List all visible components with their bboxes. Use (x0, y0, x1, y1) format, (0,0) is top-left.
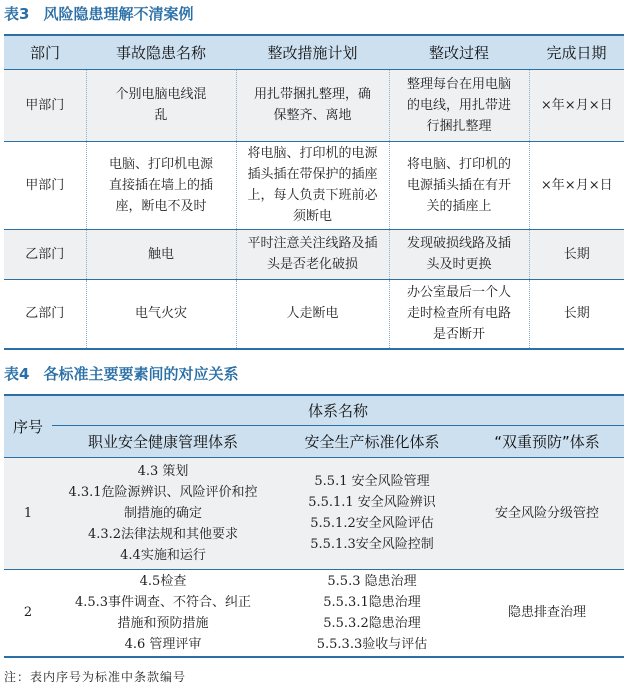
hazard-cell (86, 69, 236, 141)
plan-line: 平时注意关注线路及插 (247, 236, 378, 251)
dept-cell: 甲部门 (4, 69, 86, 141)
seq-cell: 1 (4, 457, 52, 569)
process-line: 的电线，用扎带进 (406, 97, 511, 113)
std-cell (274, 457, 470, 569)
ohs-line: 4.3 策划 (137, 463, 189, 479)
process-cell (389, 69, 529, 141)
hazard-cell (86, 141, 236, 229)
plan-line: 须断电 (292, 209, 332, 224)
table3-number: 表3 (4, 5, 30, 23)
process-line: 走时检查所有电路 (406, 306, 511, 322)
hazard-line: 个别电脑电线混 (115, 87, 207, 102)
table-note: 注：表内序号为标准中条款编号 (4, 670, 187, 684)
hazard-line: 直接插在墙上的插 (108, 177, 213, 193)
table3-header-row (4, 35, 624, 69)
dept-cell: 甲部门 (4, 141, 86, 229)
process-line: 整理每台在用电脑 (406, 76, 511, 92)
ohs-line: 4.6 管理评审 (124, 636, 202, 652)
hazard-line: 乱 (154, 108, 168, 123)
table4-header-row (4, 395, 624, 425)
std-line: 5.5.3.2隐患治理 (323, 615, 421, 631)
dept-cell: 乙部门 (4, 279, 86, 349)
process-line: 将电脑、打印机的 (406, 156, 511, 172)
table4-title: 各标准主要要素间的对应关系 (43, 365, 239, 383)
table3-header-dept: 部门 (4, 35, 86, 69)
dual-cell: 安全风险分级管控 (470, 457, 624, 569)
ohs-line: 措施和预防措施 (117, 615, 209, 631)
hazard-line: 座，断电不及时 (115, 198, 207, 214)
plan-line: 人走断电 (286, 306, 339, 322)
dual-cell: 隐患排查治理 (470, 569, 624, 657)
table-row (4, 229, 624, 279)
plan-cell (236, 69, 389, 141)
std-line: 5.5.3.1隐患治理 (323, 594, 421, 610)
date-cell: ×年×月×日 (529, 141, 624, 229)
std-line: 5.5.1 安全风险管理 (314, 474, 430, 489)
table4-subheader-std: 安全生产标准化体系 (274, 425, 470, 457)
plan-cell (236, 229, 389, 279)
plan-cell (236, 141, 389, 229)
process-line: 办公室最后一个人 (406, 285, 511, 301)
std-cell (274, 569, 470, 657)
hazard-line: 电脑、打印机电源 (108, 156, 213, 172)
process-line: 电源插头插在有开 (406, 177, 511, 193)
table4-number: 表4 (4, 365, 30, 383)
table4-header-group: 体系名称 (52, 395, 624, 425)
std-line: 5.5.3 隐患治理 (327, 573, 417, 589)
process-cell (389, 229, 529, 279)
table3 (4, 34, 624, 350)
process-line: 是否断开 (432, 327, 485, 343)
process-line: 关的插座上 (426, 198, 492, 214)
plan-line: 将电脑、打印机的电源 (247, 146, 378, 161)
table-row (4, 569, 624, 657)
table4-caption (4, 362, 238, 386)
table4-subheader-dual: “双重预防”体系 (470, 425, 624, 457)
process-line: 头及时更换 (426, 257, 492, 272)
process-cell (389, 279, 529, 349)
std-line: 5.5.1.1 安全风险辨识 (308, 495, 436, 510)
table4-subheader-row (4, 425, 624, 457)
hazard-line: 触电 (147, 246, 174, 262)
ohs-cell (52, 457, 274, 569)
table-row (4, 279, 624, 349)
process-cell (389, 141, 529, 229)
std-line: 5.5.3.3验收与评估 (316, 636, 428, 652)
table3-caption (4, 2, 193, 26)
plan-line: 保整齐、离地 (273, 108, 352, 123)
seq-cell: 2 (4, 569, 52, 657)
table3-header-plan: 整改措施计划 (236, 35, 389, 69)
table3-title: 风险隐患理解不清案例 (43, 5, 194, 23)
table4-subheader-ohs: 职业安全健康管理体系 (52, 425, 274, 457)
table4 (4, 394, 624, 658)
ohs-line: 4.5.3事件调查、不符合、纠正 (74, 594, 252, 610)
table4-header-seq: 序号 (4, 395, 52, 457)
date-cell: 长期 (529, 229, 624, 279)
table-row (4, 69, 624, 141)
table3-header-process: 整改过程 (389, 35, 529, 69)
ohs-line: 4.4实施和运行 (120, 547, 206, 563)
hazard-line: 电气火灾 (134, 306, 187, 322)
plan-cell (236, 279, 389, 349)
table3-header-date: 完成日期 (529, 35, 624, 69)
ohs-line: 4.3.2法律法规和其他要求 (87, 526, 239, 542)
ohs-line: 4.5检查 (139, 573, 187, 589)
std-line: 5.5.1.3安全风险控制 (310, 537, 434, 552)
plan-line: 插头插在带保护的插座 (247, 167, 378, 182)
plan-line: 头是否老化破损 (266, 257, 358, 272)
process-line: 发现破损线路及插 (406, 236, 511, 251)
table3-header-hazard: 事故隐患名称 (86, 35, 236, 69)
table-row (4, 457, 624, 569)
dept-cell: 乙部门 (4, 229, 86, 279)
ohs-line: 制措施的确定 (123, 505, 202, 521)
plan-line: 用扎带捆扎整理，确 (253, 87, 371, 102)
hazard-cell (86, 279, 236, 349)
hazard-cell (86, 229, 236, 279)
date-cell: 长期 (529, 279, 624, 349)
process-line: 行捆扎整理 (426, 118, 492, 134)
std-line: 5.5.1.2安全风险评估 (310, 516, 434, 531)
ohs-line: 4.3.1危险源辨识、风险评价和控 (68, 484, 258, 500)
table-row (4, 141, 624, 229)
date-cell: ×年×月×日 (529, 69, 624, 141)
ohs-cell (52, 569, 274, 657)
plan-line: 上，每人负责下班前必 (247, 188, 378, 203)
